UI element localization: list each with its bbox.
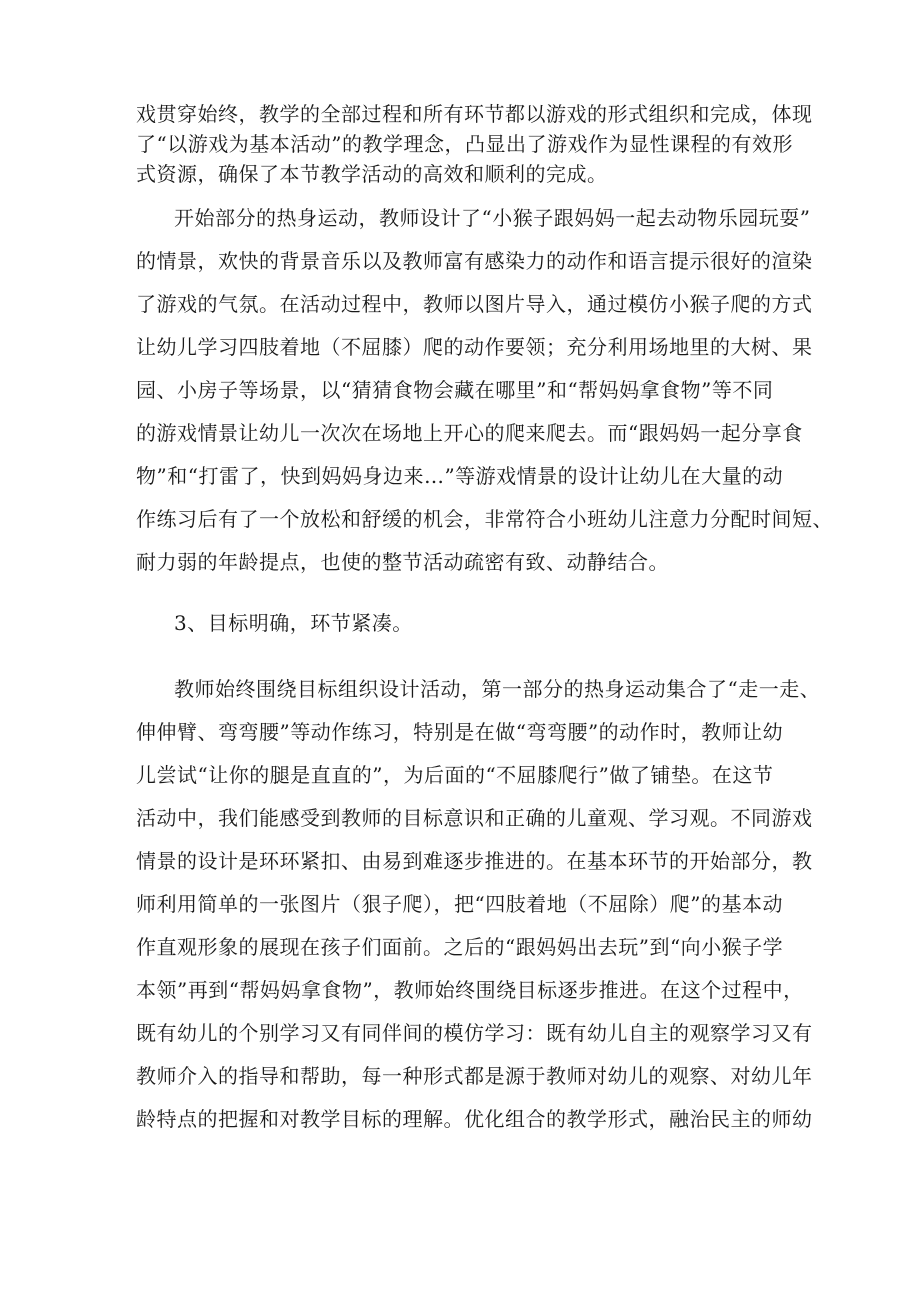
text-line: 情景的设计是环环紧扣、由易到难逐步推进的。在基本环节的开始部分，教 (136, 849, 813, 873)
section-heading: 3、目标明确，环节紧凑。 (174, 611, 413, 635)
text-line: 开始部分的热身运动，教师设计了“小猴子跟妈妈一起去动物乐园玩耍” (174, 206, 811, 230)
text-line: 的情景，欢快的背景音乐以及教师富有感染力的动作和语言提示很好的渲染 (136, 249, 813, 273)
text-line: 了游戏的气氛。在活动过程中，教师以图片导入，通过模仿小猴子爬的方式 (136, 292, 813, 316)
text-line: 师利用简单的一张图片（狠子爬），把“四肢着地（不屈除）爬”的基本动 (136, 892, 783, 916)
text-line: 本领”再到“帮妈妈拿食物”，教师始终围绕目标逐步推进。在这个过程中， (136, 978, 804, 1002)
text-line: 耐力弱的年龄提点，也使的整节活动疏密有致、动静结合。 (136, 550, 669, 574)
text-line: 龄特点的把握和对教学目标的理解。优化组合的教学形式，融治民主的师幼 (136, 1107, 813, 1131)
text-line: 既有幼儿的个别学习又有同伴间的模仿学习：既有幼儿自主的观察学习又有 (136, 1021, 813, 1045)
text-line: 园、小房子等场景，以“猜猜食物会藏在哪里”和“帮妈妈拿食物”等不同 (136, 378, 774, 402)
text-line: 儿尝试“让你的腿是直直的”，为后面的“不屈膝爬行”做了铺垫。在这节 (136, 763, 774, 787)
text-line: 让幼儿学习四肢着地（不屈膝）爬的动作要领；充分利用场地里的大树、果 (136, 335, 813, 359)
text-line: 的游戏情景让幼儿一次次在场地上开心的爬来爬去。而“跟妈妈一起分享食 (136, 421, 803, 445)
text-line: 作直观形象的展现在孩子们面前。之后的“跟妈妈出去玩”到“向小猴子学 (136, 935, 784, 959)
text-line: 戏贯穿始终，教学的全部过程和所有环节都以游戏的形式组织和完成，体现 (136, 102, 813, 126)
text-line: 式资源，确保了本节教学活动的高效和顺利的完成。 (136, 162, 608, 186)
text-line: 教师始终围绕目标组织设计活动，第一部分的热身运动集合了“走一走、 (174, 677, 821, 701)
text-line: 活动中，我们能感受到教师的目标意识和正确的儿童观、学习观。不同游戏 (136, 806, 813, 830)
text-line: 教师介入的指导和帮助，每一种形式都是源于教师对幼儿的观察、对幼儿年 (136, 1064, 813, 1088)
text-line: 伸伸臂、弯弯腰”等动作练习，特别是在做“弯弯腰”的动作时，教师让幼 (136, 720, 784, 744)
text-line: 作练习后有了一个放松和舒缓的机会，非常符合小班幼儿注意力分配时间短、 (136, 507, 833, 531)
text-line: 物”和“打雷了，快到妈妈身边来…”等游戏情景的设计让幼儿在大量的动 (136, 464, 784, 488)
text-line: 了“以游戏为基本活动”的教学理念，凸显出了游戏作为显性课程的有效形 (136, 132, 793, 156)
